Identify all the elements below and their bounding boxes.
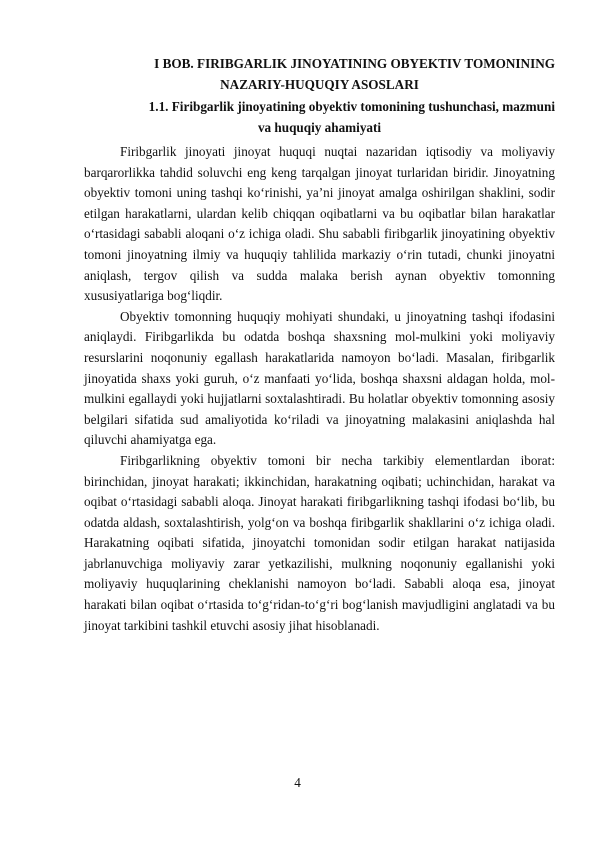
- page-number: 4: [294, 775, 301, 790]
- chapter-title-line-1: I BOB. FIRIBGARLIK JINOYATINING OBYEKTIV TOMONINING: [154, 56, 555, 71]
- body-paragraph-1: Firibgarlik jinoyati jinoyat huquqi nuqtai nazaridan iqtisodiy va moliyaviy barqarorlikka tahdid soluvchi eng keng tarqalgan jinoyat turlaridan biridir. Jinoyatning obyektiv tomoni uning tashqi koʻrinishi, yaʼni jinoyat amalga oshirilgan shaklini, sodir etilgan harakatlarni, ulardan kelib chiqqan oqibatlarni va bu oqibatlar bilan harakatlar oʻrtasidagi sababli aloqani oʻz ichiga oladi. Shu sababli firibgarlik jinoyatining obyektiv tomoni jinoyatning ilmiy va huquqiy tahlilida markaziy oʻrin tutadi, chunki jinoyatni aniqlash, tergov qilish va sudda malaka berish aynan obyektiv tomonning xususiyatlariga bogʻliqdir.: [84, 144, 555, 304]
- chapter-title-line-2: NAZARIY-HUQUQIY ASOSLARI: [220, 76, 419, 92]
- body-paragraph-3: Firibgarlikning obyektiv tomoni bir necha tarkibiy elementlardan iborat: birinchidan, jinoyat harakati; ikkinchidan, harakatning oqibati; uchinchidan, harakat va oqibat oʻrtasidagi sababli aloqa. Jinoyat harakati firibgarlikning tashqi ifodasi boʻlib, bu odatda aldash, soxtalashtirish, yolgʻon va boshqa firibgarlik shakllarini oʻz ichiga oladi. Harakatning oqibati sifatida, jinoyatchi tomonidan sodir etilgan harakat natijasida jabrlanuvchiga moliyaviy zarar yetkazilishi, mulkning noqonuniy egallanishi yoki moliyaviy huquqlarining cheklanishi namoyon boʻladi. Sababli aloqa esa, jinoyat harakati bilan oqibat oʻrtasida toʻgʻridan-toʻgʻri bogʻlanish mavjudligini anglatadi va bu jinoyat tarkibini tashkil etuvchi asosiy jihat hisoblanadi.: [84, 452, 555, 633]
- chapter-title: [84, 54, 555, 95]
- section-title-line-2: va huquqiy ahamiyati: [257, 119, 382, 135]
- section-title-line-1: 1.1. Firibgarlik jinoyatining obyektiv tomonining tushunchasi, mazmuni: [148, 99, 555, 114]
- body-paragraph-2: Obyektiv tomonning huquqiy mohiyati shundaki, u jinoyatning tashqi ifodasini aniqlaydi. Firibgarlikda bu odatda boshqa shaxsning mol-mulkini yoki moliyaviy resurslarini noqonuniy egallash harakatlarida namoyon boʻladi. Masalan, firibgarlik jinoyatida shaxs yoki guruh, oʻz manfaati yoʻlida, boshqa shaxsni aldagan holda, mol-mulkini egallaydi yoki hujjatlarni soxtalashtiradi. Bu holatlar obyektiv tomonning asosiy belgilari sifatida sud amaliyotida koʻriladi va jinoyatning malakasini aniqlashda hal qiluvchi ahamiyatga ega.: [84, 308, 555, 448]
- section-title: [84, 97, 555, 138]
- document-page: [84, 54, 555, 636]
